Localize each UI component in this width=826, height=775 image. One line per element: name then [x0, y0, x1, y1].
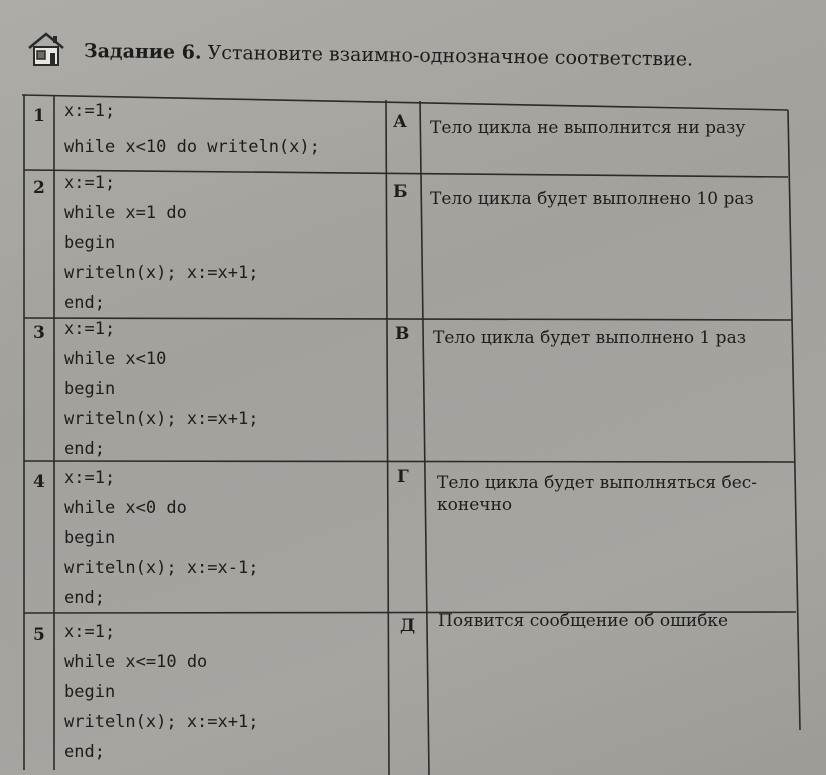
code-line: writeln(x); x:=x+1;: [64, 409, 259, 429]
task-text: Установите взаимно-однозначное соответствие.: [201, 41, 694, 71]
code-line: begin: [64, 233, 116, 253]
code-line: while x<0 do: [64, 498, 187, 518]
answer-letter: В: [395, 324, 410, 344]
code-line: end;: [64, 588, 105, 608]
code-line: begin: [64, 528, 116, 548]
answer-text: Появится сообщение об ошибке: [438, 611, 729, 631]
code-line: while x<=10 do: [64, 652, 208, 672]
code-line: begin: [64, 379, 116, 399]
answer-letter: Г: [397, 467, 409, 487]
code-block: [64, 168, 258, 318]
code-line: end;: [64, 439, 105, 459]
code-line: while x=1 do: [64, 203, 187, 223]
row-number: 2: [33, 178, 45, 198]
code-block: [64, 617, 258, 767]
code-line: x:=1;: [64, 101, 116, 121]
answer-letter: А: [393, 112, 407, 132]
row-number: 5: [33, 625, 45, 645]
code-line: while x<10: [64, 349, 167, 369]
code-line: x:=1;: [64, 319, 116, 339]
row-number: 3: [33, 323, 45, 343]
code-line: writeln(x); x:=x+1;: [64, 263, 259, 283]
code-line: x:=1;: [64, 622, 116, 642]
answer-letter: Д: [400, 616, 416, 636]
code-block: [64, 314, 258, 464]
code-line: x:=1;: [64, 173, 116, 193]
task-label: Задание 6.: [83, 40, 202, 64]
answer-text: Тело цикла будет выполнено 1 раз: [433, 328, 746, 348]
code-line: while x<10 do writeln(x);: [64, 137, 320, 157]
code-block: [64, 463, 258, 613]
code-line: end;: [64, 742, 105, 762]
code-block: [64, 96, 320, 162]
code-line: end;: [64, 293, 105, 313]
answer-text: Тело цикла будет выполняться бес-конечно: [437, 473, 758, 515]
code-line: begin: [64, 682, 116, 702]
code-line: writeln(x); x:=x+1;: [64, 712, 259, 732]
code-line: x:=1;: [64, 468, 116, 488]
row-number: 1: [33, 106, 45, 126]
code-line: writeln(x); x:=x-1;: [64, 558, 259, 578]
answer-letter: Б: [393, 182, 408, 202]
answer-text: Тело цикла не выполнится ни разу: [430, 118, 746, 138]
answer-text: Тело цикла будет выполнено 10 раз: [430, 189, 754, 209]
row-number: 4: [33, 472, 45, 492]
